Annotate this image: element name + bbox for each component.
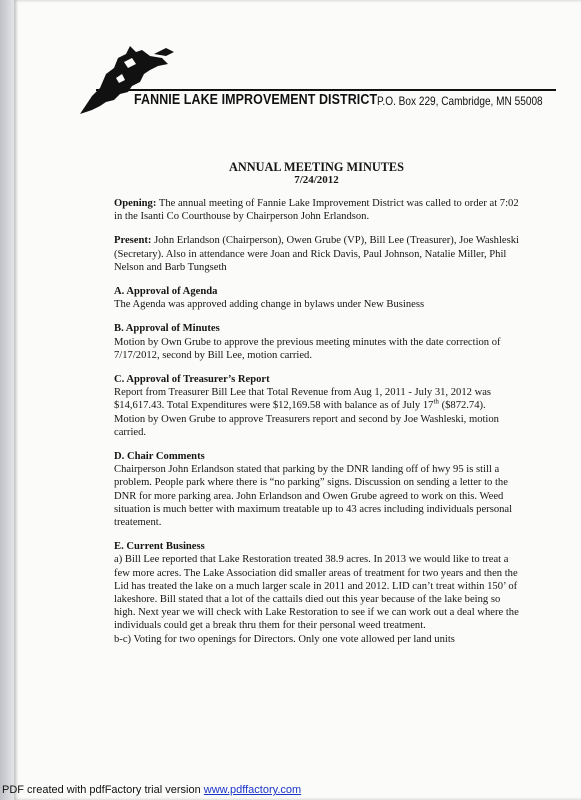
- section-treasurer: [114, 373, 519, 439]
- pdf-footer: [2, 784, 301, 796]
- section-minutes: [114, 322, 519, 362]
- present-paragraph: [114, 234, 519, 274]
- scan-edge: [0, 0, 14, 800]
- opening-text: The annual meeting of Fannie Lake Improvement District was called to order at 7:02 in the Isanti Co Courthouse by Chairperson John Erlandson.: [114, 198, 519, 223]
- present-label: Present:: [114, 235, 152, 247]
- footer-text: PDF created with pdfFactory trial version: [2, 784, 204, 796]
- section-body: The Agenda was approved adding change in bylaws under New Business: [114, 299, 425, 311]
- section-heading: A. Approval of Agenda: [114, 286, 218, 298]
- pdffactory-link[interactable]: www.pdffactory.com: [203, 784, 302, 796]
- opening-label: Opening:: [114, 198, 157, 209]
- letterhead-rule: [96, 89, 556, 91]
- section-heading: C. Approval of Treasurer’s Report: [114, 374, 270, 386]
- section-body: a) Bill Lee reported that Lake Restoration treated 38.9 acres. In 2013 we would like to treat a few more acres. The Lake Association did smaller areas of treatment for two years and then the Lid has treated the lake on a much larger scale in 2011 and 2012. LID can’t treat within 150’ of lakeshore. Bill stated that a lot of the cattails died out this year because of the lake being so high. Next year we will check with Lake Restoration to see if we can work out a deal where the individuals could get a break thru them for their personal weed treatment.: [114, 554, 519, 632]
- opening-paragraph: [114, 197, 519, 223]
- section-heading: B. Approval of Minutes: [114, 323, 220, 335]
- present-text: John Erlandson (Chairperson), Owen Grube (VP), Bill Lee (Treasurer), Joe Washleski (Secretary). Also in attendance were Joan and Rick Davis, Paul Johnson, Natalie Miller, Phil Nelson and Barb Tungseth: [114, 235, 519, 273]
- section-current-business: [114, 540, 519, 646]
- page-title: ANNUAL MEETING MINUTES: [229, 160, 404, 174]
- section-body: Motion by Own Grube to approve the previous meeting minutes with the date correction of 7/17/2012, second by Bill Lee, motion carried.: [114, 336, 501, 361]
- minutes-document: [114, 160, 519, 646]
- section-chair: [114, 450, 519, 529]
- section-agenda: [114, 285, 519, 311]
- section-body: Report from Treasurer Bill Lee that Total Revenue from Aug 1, 2011 - July 31, 2012 was $14,617.43. Total Expenditures were $12,169.58 with balance as of July 17: [114, 387, 492, 412]
- superscript: th: [433, 397, 439, 406]
- section-heading: E. Current Business: [114, 541, 205, 553]
- section-heading: D. Chair Comments: [114, 451, 205, 463]
- section-body: Chairperson John Erlandson stated that parking by the DNR landing off of hwy 95 is still a problem. People park where there is “no parking” signs. Discussion on sending a letter to the DNR for more parking area. John Erlandson and Owen Grube agreed to work on this. Weed situation is much better with maximum treatable up to 43 acres including individuals personal treatement.: [114, 464, 513, 529]
- org-name: FANNIE LAKE IMPROVEMENT DISTRICT: [134, 92, 378, 108]
- section-body-cont: ($872.74). Motion by Owen Grube to approve Treasurers report and second by Joe Washleski, motion carried.: [114, 400, 499, 438]
- section-body-item: b-c) Voting for two openings for Directors. Only one vote allowed per land units: [114, 633, 455, 645]
- org-address: P.O. Box 229, Cambridge, MN 55008: [377, 94, 543, 108]
- meeting-date: 7/24/2012: [294, 174, 339, 186]
